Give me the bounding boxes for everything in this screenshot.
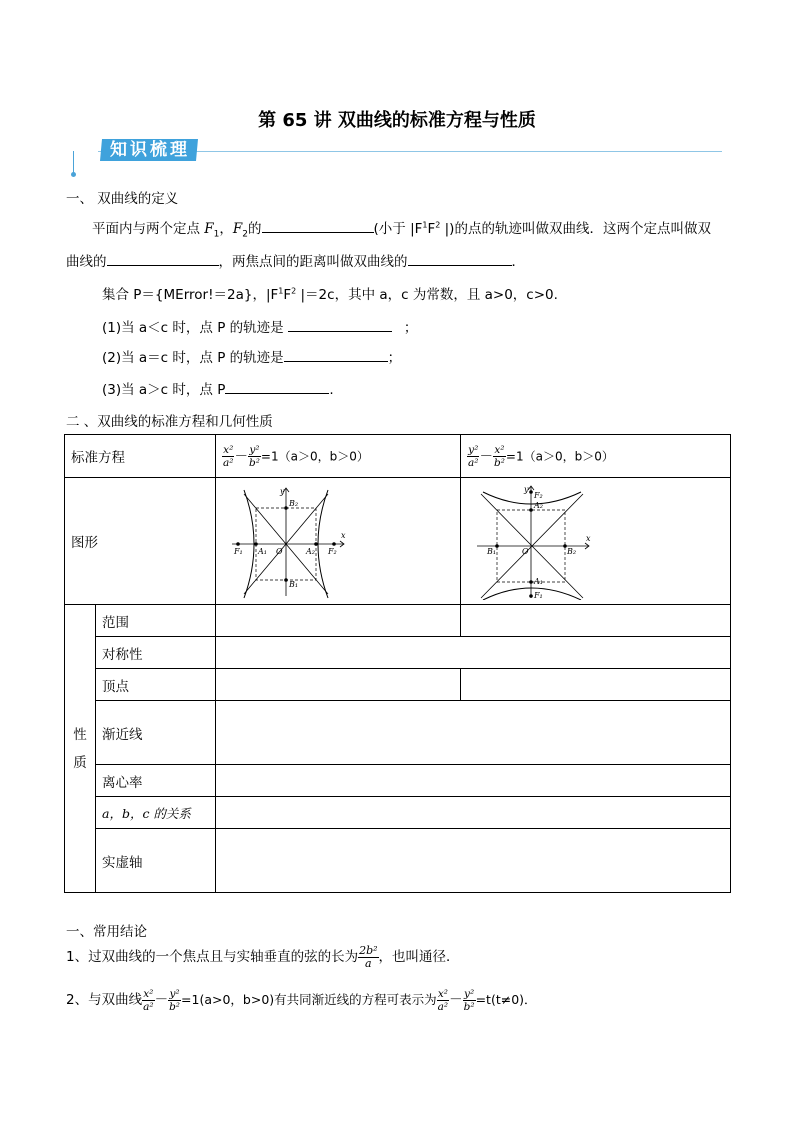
answer-cell[interactable] <box>216 669 461 701</box>
table-row <box>65 765 731 797</box>
label-f1: F₁ <box>234 547 243 556</box>
answer-cell[interactable] <box>216 637 731 669</box>
row-label-abc-relation: a，b，c 的关系 <box>96 797 216 829</box>
section2-heading: 二 、双曲线的标准方程和几何性质 <box>66 414 273 430</box>
table-row <box>65 669 731 701</box>
conclusion-2: 2、与双曲线 $\frac{\text{x²}}{\text{a²}}$ － $\frac{\text{y²}}{\text{b²}}$ =1(a>0，b>0)有共同渐近线的方程可表示为 $\frac{\text{x²}}{\text{a²}}$ － $\frac{\text{y²}}{\text{b²}}$ =t(t≠0)． <box>66 987 537 1013</box>
set-definition: 集合 P＝{MError!＝2a}，$|F^1F^2$ |＝2c，其中 a，c 为常数，且 a>0，c>0. <box>102 286 558 303</box>
blank-3[interactable] <box>408 251 512 266</box>
label-b1: B₁ <box>487 547 497 556</box>
banner-label: 知识梳理 <box>110 140 190 160</box>
table-row <box>65 701 731 765</box>
banner-marker-dot <box>71 172 76 177</box>
row-label-vertex: 顶点 <box>96 669 216 701</box>
section3-heading: 一、常用结论 <box>66 924 147 940</box>
table-row <box>65 605 731 637</box>
row-label-real-imaginary-axis: 实虚轴 <box>96 829 216 893</box>
row-label-graph: 图形 <box>65 478 216 605</box>
nature-label: 性 质 <box>65 605 96 893</box>
answer-cell[interactable] <box>216 829 731 893</box>
graph-vertical-cell <box>461 478 731 605</box>
label-x-axis: x <box>586 534 591 543</box>
row-label-range: 范围 <box>96 605 216 637</box>
label-b2: B₂ <box>567 547 577 556</box>
label-b1: B₁ <box>289 580 299 589</box>
table-row <box>65 797 731 829</box>
label-o: O <box>522 547 529 556</box>
answer-cell[interactable] <box>216 605 461 637</box>
graph-horizontal-cell <box>216 478 461 605</box>
equation-vertical: $\frac{\text{y²}}{\text{a²}}$ － $\frac{\text{x²}}{\text{b²}}$ =1（a＞0，b＞0） <box>461 435 731 478</box>
label-b2: B₂ <box>289 499 299 508</box>
blank-6[interactable] <box>225 379 329 394</box>
row-label-asymptote: 渐近线 <box>96 701 216 765</box>
label-f1: F₁ <box>534 591 543 600</box>
answer-cell[interactable] <box>216 701 731 765</box>
section1-heading: 一、 双曲线的定义 <box>66 191 179 207</box>
answer-cell[interactable] <box>461 669 731 701</box>
label-o: O <box>276 547 283 556</box>
label-a2: A₂ <box>534 501 543 510</box>
table-row <box>65 435 731 478</box>
case-3: (3)当 a＞c 时，点 P . <box>102 378 334 398</box>
blank-4[interactable] <box>288 317 392 332</box>
conclusion-1: 1、过双曲线的一个焦点且与实轴垂直的弦的长为 $\frac{\text{2b²}}{a}$ ，也叫通径． <box>66 943 460 970</box>
label-a1: A₁ <box>534 577 543 586</box>
table-row <box>65 478 731 605</box>
row-label-standard-equation: 标准方程 <box>65 435 216 478</box>
case-1: (1)当 a＜c 时，点 P 的轨迹是 ； <box>102 316 417 336</box>
section-banner <box>98 137 202 163</box>
equation-horizontal: $\frac{\text{x²}}{\text{a²}}$ － $\frac{\text{y²}}{\text{b²}}$ =1（a＞0，b＞0） <box>216 435 461 478</box>
answer-cell[interactable] <box>461 605 731 637</box>
label-f2: F₂ <box>534 491 543 500</box>
label-f2: F₂ <box>328 547 337 556</box>
label-x-axis: x <box>341 531 346 540</box>
definition-line-1: 平面内与两个定点 $F_1$，$F_2$的 (小于 $|F^1F^2$ |)的点的轨迹叫做双曲线．这两个定点叫做双 <box>92 217 711 240</box>
label-a2: A₂ <box>306 547 315 556</box>
row-label-eccentricity: 离心率 <box>96 765 216 797</box>
answer-cell[interactable] <box>216 765 731 797</box>
blank-1[interactable] <box>262 218 374 233</box>
label-y-axis: y <box>524 485 529 494</box>
case-2: (2)当 a＝c 时，点 P 的轨迹是 ； <box>102 346 401 366</box>
blank-2[interactable] <box>107 251 219 266</box>
table-row <box>65 829 731 893</box>
label-a1: A₁ <box>258 547 267 556</box>
label-y-axis: y <box>280 487 285 496</box>
definition-line-2: 曲线的 ，两焦点间的距离叫做双曲线的 ． <box>66 250 525 270</box>
row-label-symmetry: 对称性 <box>96 637 216 669</box>
page-title: 第 65 讲 双曲线的标准方程与性质 <box>258 110 536 131</box>
hyperbola-vertical-graph <box>475 484 595 600</box>
hyperbola-horizontal-graph <box>230 484 350 600</box>
blank-5[interactable] <box>284 347 388 362</box>
answer-cell[interactable] <box>216 797 731 829</box>
table-row <box>65 637 731 669</box>
properties-table <box>64 434 731 893</box>
